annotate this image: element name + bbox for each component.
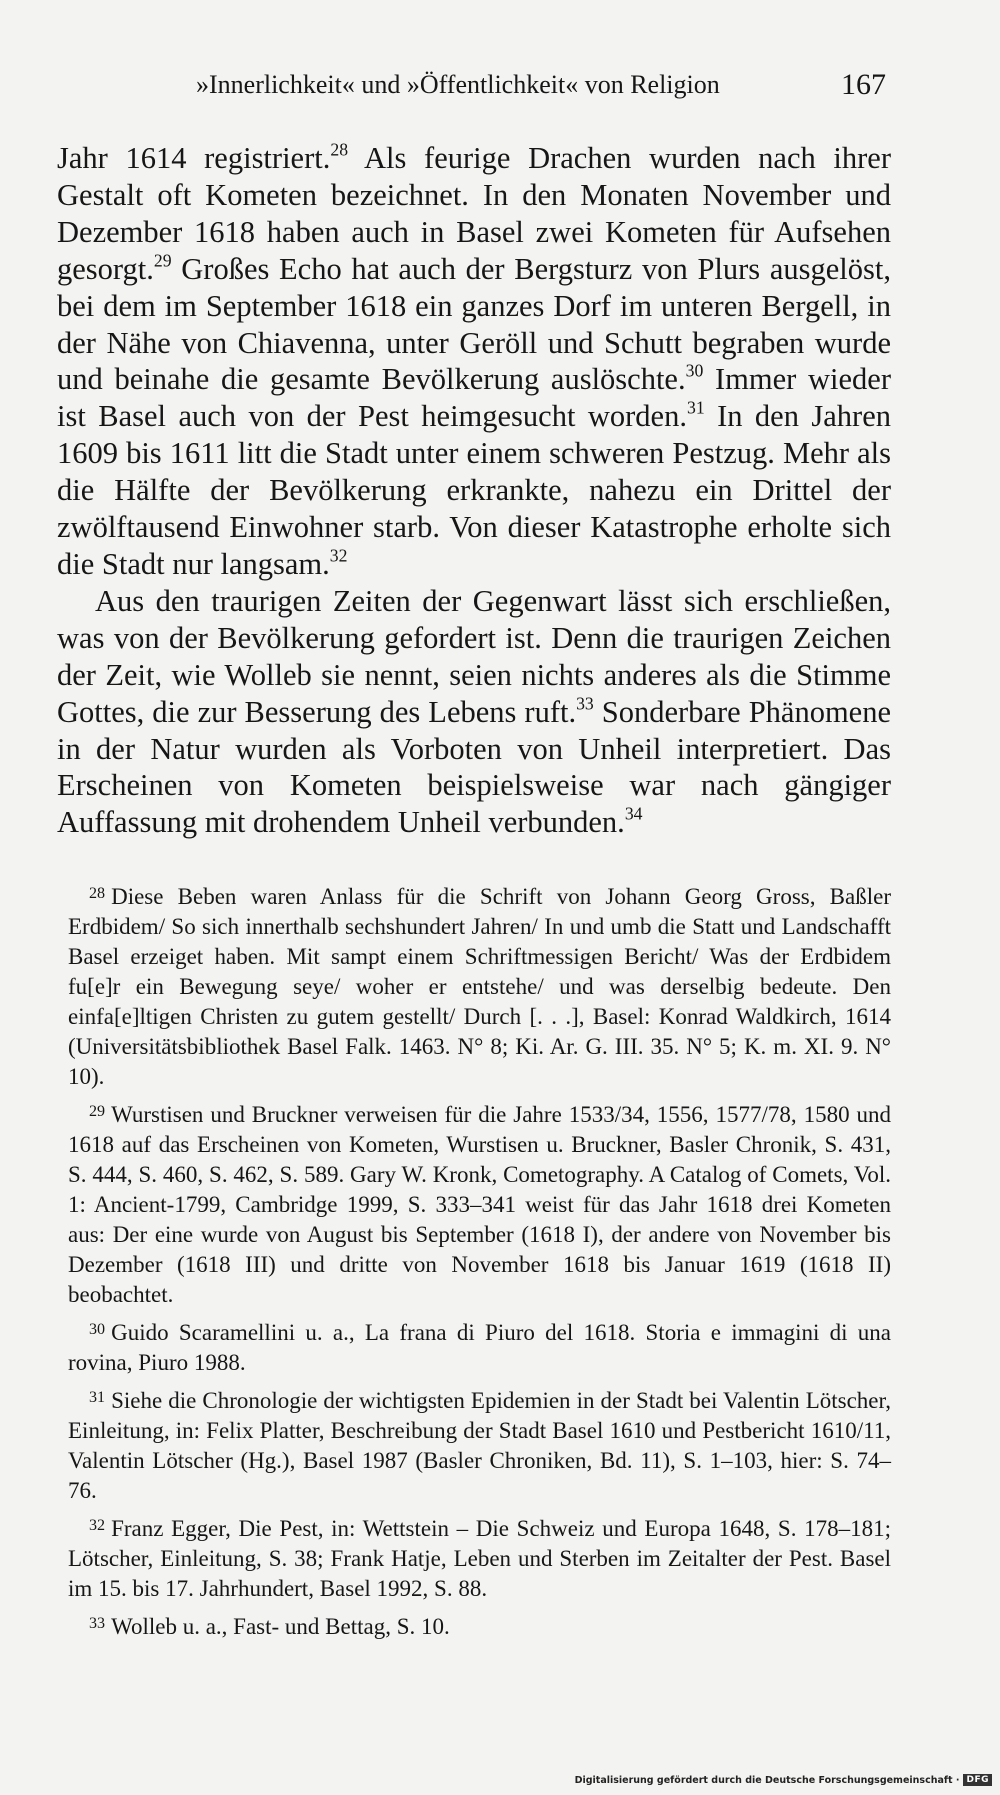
page-number: 167	[841, 68, 886, 101]
digitization-credit	[575, 1774, 992, 1786]
footnote-31	[68, 1386, 891, 1506]
footnote-text: Diese Beben waren Anlass für die Schrift von Johann Georg Gross, Baßler Erdbidem/ So sich innerthalb sechshundert Jahren/ In und umb die Statt und Landschafft Basel erzeiget haben. Mit sampt einem Schriftmessigen Bericht/ Was der Erdbidem fu[e]r ein Bewegung seye/ woher er entstehe/ und was derselbig bedeute. Den einfa[e]ltigen Christen zu gutem gestellt/ Durch [. . .], Basel: Konrad Waldkirch, 1614 (Universitätsbibliothek Basel Falk. 1463. N° 8; Ki. Ar. G. III. 35. N° 5; K. m. XI. 9. N° 10).	[68, 884, 891, 1089]
footnote-number: 28	[89, 885, 106, 903]
text-run: Immer wieder ist Basel auch von der Pest heimgesucht worden.	[57, 362, 891, 434]
footnote-number: 29	[89, 1103, 106, 1121]
footnote-ref-33[interactable]: 33	[576, 692, 594, 713]
dfg-logo: DFG	[963, 1774, 992, 1786]
footnote-number: 30	[89, 1321, 106, 1339]
footnote-text: Wolleb u. a., Fast- und Bettag, S. 10.	[111, 1614, 450, 1639]
running-head: »Innerlichkeit« und »Öffentlichkeit« von Religion	[196, 70, 720, 99]
footnote-number: 31	[89, 1389, 106, 1407]
footnote-30	[68, 1318, 891, 1378]
footnote-ref-31[interactable]: 31	[686, 397, 705, 418]
footnote-28	[68, 882, 891, 1092]
footnote-ref-30[interactable]: 30	[685, 360, 704, 381]
footnote-ref-28[interactable]: 28	[330, 139, 349, 160]
text-run: In den Jahren 1609 bis 1611 litt die Stadt unter einem schweren Pestzug. Mehr als die Hälfte der Bevölkerung erkrankte, nahezu ein Drittel der zwölftausend Einwohner starb. Von dieser Katastrophe erholte sich die Stadt nur langsam.	[57, 399, 891, 581]
footnote-number: 32	[89, 1517, 106, 1535]
paragraph-1	[57, 140, 891, 583]
paragraph-2	[57, 583, 891, 841]
text-run: Jahr 1614 registriert.	[57, 141, 331, 175]
main-text	[57, 140, 891, 841]
footnote-text: Guido Scaramellini u. a., La frana di Piuro del 1618. Storia e immagini di una rovina, Piuro 1988.	[68, 1320, 891, 1375]
text-run: Großes Echo hat auch der Bergsturz von Plurs ausgelöst, bei dem im September 1618 ein ganzes Dorf im unteren Bergell, in der Nähe von Chiavenna, unter Geröll und Schutt begraben wurde und beinahe die gesamte Bevölkerung auslöschte.	[57, 251, 891, 397]
footnote-32	[68, 1514, 891, 1604]
text-run: Aus den traurigen Zeiten der Gegenwart lässt sich erschließen, was von der Bevölkerung gefordert ist. Denn die traurigen Zeichen der Zeit, wie Wolleb sie nennt, seien nichts anderes als die Stimme Gottes, die zur Besserung des Lebens ruft.	[57, 583, 891, 729]
footnote-33	[68, 1612, 891, 1642]
text-run: Als feurige Drachen wurden nach ihrer Gestalt oft Kometen bezeichnet. In den Monaten November und Dezember 1618 haben auch in Basel zwei Kometen für Aufsehen gesorgt.	[57, 141, 892, 286]
footnote-text: Wurstisen und Bruckner verweisen für die Jahre 1533/34, 1556, 1577/78, 1580 und 1618 auf das Erscheinen von Kometen, Wurstisen u. Bruckner, Basler Chronik, S. 431, S. 444, S. 460, S. 462, S. 589. Gary W. Kronk, Cometography. A Catalog of Comets, Vol. 1: Ancient-1799, Cambridge 1999, S. 333–341 weist für das Jahr 1618 drei Kometen aus: Der eine wurde von August bis September (1618 I), der andere von November bis Dezember (1618 III) und dritte von November 1618 bis Januar 1619 (1618 II) beobachtet.	[68, 1102, 891, 1307]
text-run: Sonderbare Phänomene in der Natur wurden als Vorboten von Unheil interpretiert. Das Erscheinen von Kometen beispielsweise war nach gängiger Auffassung mit drohendem Unheil verbunden.	[57, 694, 892, 840]
footnotes	[68, 882, 891, 1650]
footnote-text: Franz Egger, Die Pest, in: Wettstein – Die Schweiz und Europa 1648, S. 178–181; Lötscher, Einleitung, S. 38; Frank Hatje, Leben und Sterben im Zeitalter der Pest. Basel im 15. bis 17. Jahrhundert, Basel 1992, S. 88.	[68, 1516, 891, 1601]
footnote-ref-29[interactable]: 29	[153, 249, 172, 270]
footnote-29	[68, 1100, 891, 1310]
footnote-ref-34[interactable]: 34	[624, 803, 643, 824]
credit-text: Digitalisierung gefördert durch die Deutsche Forschungsgemeinschaft ·	[574, 1774, 960, 1786]
footnote-ref-32[interactable]: 32	[329, 545, 348, 566]
footnote-text: Siehe die Chronologie der wichtigsten Epidemien in der Stadt bei Valentin Lötscher, Einleitung, in: Felix Platter, Beschreibung der Stadt Basel 1610 und Pestbericht 1610/11, Valentin Lötscher (Hg.), Basel 1987 (Basler Chroniken, Bd. 11), S. 1–103, hier: S. 74–76.	[68, 1388, 891, 1503]
footnote-number: 33	[89, 1615, 106, 1633]
